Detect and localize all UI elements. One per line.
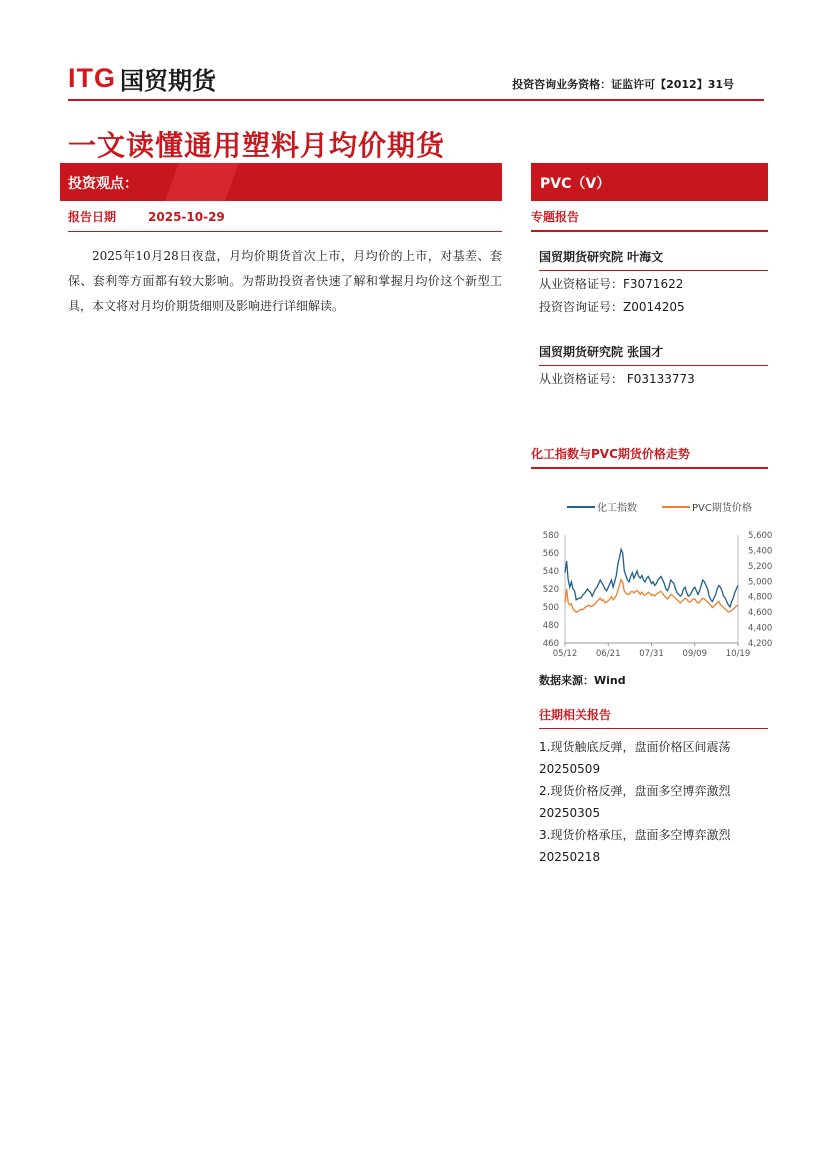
x-tick-label: 07/31 bbox=[639, 649, 664, 659]
y-right-tick-label: 5,400 bbox=[748, 546, 773, 557]
y-right-tick-label: 5,600 bbox=[748, 531, 773, 541]
author-1-license: 从业资格证号：F3071622 bbox=[539, 277, 684, 291]
history-list bbox=[539, 736, 768, 868]
report-date-row bbox=[68, 208, 502, 232]
y-left-tick-label: 560 bbox=[542, 549, 559, 559]
y-right-tick-label: 4,400 bbox=[748, 623, 773, 634]
product-label: PVC（V） bbox=[540, 176, 611, 192]
y-left-tick-label: 500 bbox=[542, 603, 559, 613]
logo-latin: ITG bbox=[68, 62, 116, 93]
data-source: 数据来源：Wind bbox=[539, 674, 626, 687]
company-logo bbox=[68, 60, 216, 96]
section-label: 专题报告 bbox=[531, 208, 768, 232]
y-left-tick-label: 540 bbox=[542, 567, 559, 577]
logo-chinese: 国贸期货 bbox=[120, 66, 216, 95]
date-label: 报告日期 bbox=[68, 210, 117, 224]
page-title: 一文读懂通用塑料月均价期货 bbox=[68, 129, 446, 162]
license-text: 投资咨询业务资格：证监许可【2012】31号 bbox=[512, 78, 734, 91]
viewpoint-label: 投资观点： bbox=[68, 176, 138, 192]
y-right-tick-label: 4,600 bbox=[748, 608, 773, 619]
author-1-consult-license: 投资咨询证号：Z0014205 bbox=[539, 300, 685, 314]
series-line-index bbox=[565, 549, 738, 607]
history-item[interactable]: 1.现货触底反弹，盘面价格区间震荡20250509 bbox=[539, 740, 731, 776]
y-left-tick-label: 480 bbox=[542, 621, 559, 631]
author-1: 国贸期货研究院 叶海文 bbox=[539, 248, 768, 271]
y-left-tick-label: 460 bbox=[542, 639, 559, 649]
x-tick-label: 05/12 bbox=[552, 649, 578, 659]
author-2-license: 从业资格证号： F03133773 bbox=[539, 372, 695, 386]
y-right-tick-label: 4,800 bbox=[748, 592, 773, 603]
history-item[interactable]: 3.现货价格承压，盘面多空博弈激烈 20250218 bbox=[539, 828, 731, 864]
y-left-tick-label: 580 bbox=[542, 531, 559, 541]
viewpoint-paragraph: 2025年10月28日夜盘，月均价期货首次上市，月均价的上市，对基差、套保、套利等方面都有较大影响。为帮助投资者快速了解和掌握月均价这个新型工具，本文将对月均价期货细则及影响进行详细解读。 bbox=[68, 249, 502, 313]
y-left-tick-label: 520 bbox=[542, 585, 559, 595]
y-right-tick-label: 5,000 bbox=[748, 577, 773, 588]
author-2: 国贸期货研究院 张国才 bbox=[539, 343, 768, 366]
x-tick-label: 06/21 bbox=[596, 649, 621, 659]
product-bar bbox=[531, 163, 768, 201]
legend-label: PVC期货价格 bbox=[692, 503, 752, 514]
bar-decoration bbox=[165, 163, 239, 201]
y-right-tick-label: 4,200 bbox=[748, 639, 773, 649]
price-trend-chart bbox=[531, 488, 773, 660]
legend-label: 化工指数 bbox=[597, 503, 637, 514]
viewpoint-bar bbox=[60, 163, 502, 201]
date-value: 2025-10-29 bbox=[148, 210, 225, 224]
y-right-tick-label: 5,200 bbox=[748, 561, 773, 572]
chart-heading: 化工指数与PVC期货价格走势 bbox=[531, 445, 768, 469]
history-heading: 往期相关报告 bbox=[539, 706, 768, 729]
history-item[interactable]: 2.现货价格反弹，盘面多空博弈激烈 20250305 bbox=[539, 784, 731, 820]
header-divider bbox=[68, 99, 764, 101]
x-tick-label: 10/19 bbox=[725, 649, 751, 659]
x-tick-label: 09/09 bbox=[682, 649, 707, 659]
